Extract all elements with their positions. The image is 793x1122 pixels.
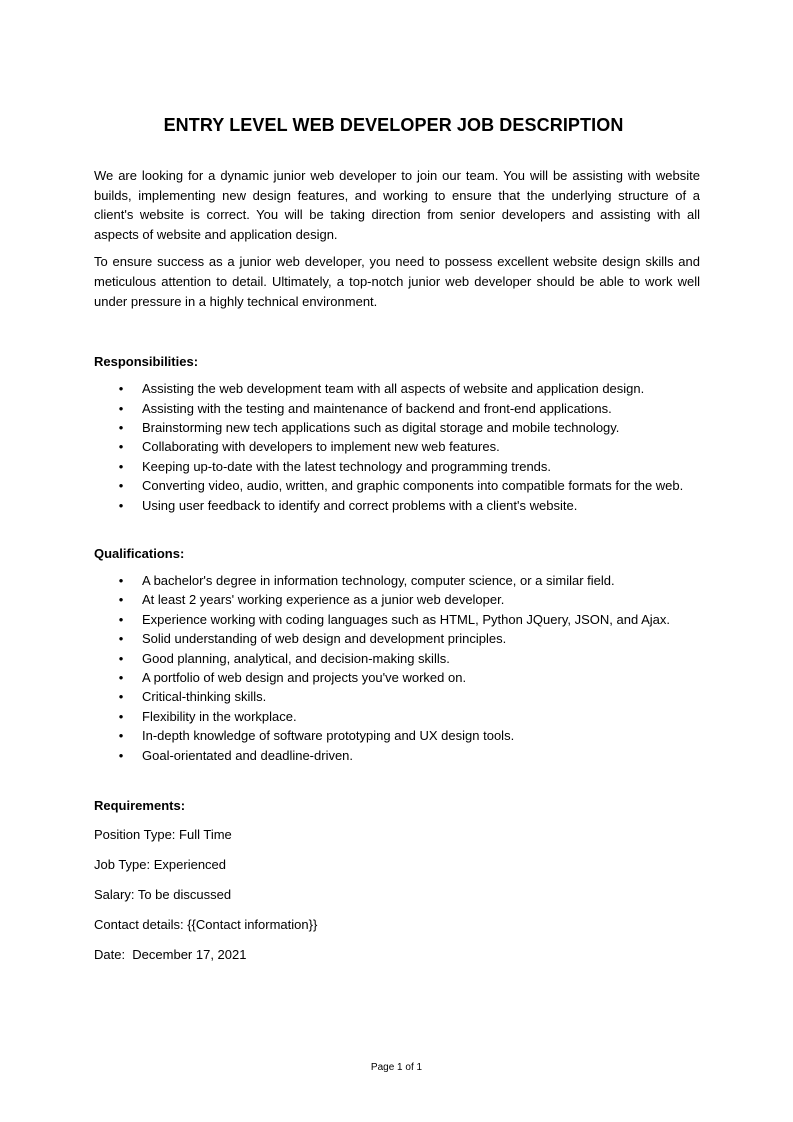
list-item-text: Using user feedback to identify and correct problems with a client's website.: [142, 497, 578, 513]
list-item: [94, 418, 700, 437]
list-item: [94, 746, 700, 765]
list-item-text: Critical-thinking skills.: [142, 689, 267, 705]
bullet-icon: •: [118, 592, 124, 608]
list-item: [94, 629, 700, 648]
list-item: [94, 476, 700, 495]
list-item-text: Solid understanding of web design and development principles.: [142, 631, 507, 647]
bullet-icon: •: [118, 631, 124, 647]
bullet-icon: •: [118, 708, 124, 724]
qualifications-list: [94, 571, 700, 765]
bullet-icon: •: [118, 381, 124, 397]
list-item-text: Flexibility in the workplace.: [142, 708, 297, 724]
list-item: [94, 590, 700, 609]
intro-paragraph: To ensure success as a junior web developer, you need to possess excellent website design skills and meticulous attention to detail. Ultimately, a top-notch junior web developer should be able to work well under pressure in a highly technical environment.: [94, 254, 700, 309]
bullet-icon: •: [118, 573, 124, 588]
list-item: [94, 399, 700, 418]
list-item-text: Goal-orientated and deadline-driven.: [142, 747, 354, 763]
responsibilities-heading: Responsibilities:: [94, 354, 199, 370]
bullet-icon: •: [118, 497, 124, 513]
list-item-text: Good planning, analytical, and decision-making skills.: [142, 650, 450, 666]
list-item-text: Assisting with the testing and maintenance of backend and front-end applications.: [142, 400, 612, 416]
document-body: [94, 166, 700, 965]
bullet-icon: •: [118, 747, 124, 763]
list-item-text: Keeping up-to-date with the latest technology and programming trends.: [142, 458, 552, 474]
list-item-text: Collaborating with developers to implement new web features.: [142, 439, 500, 455]
document-title: ENTRY LEVEL WEB DEVELOPER JOB DESCRIPTION: [163, 115, 624, 135]
bullet-icon: •: [118, 458, 124, 474]
requirements-heading: Requirements:: [94, 798, 186, 814]
list-item: [94, 649, 700, 668]
list-item-text: A bachelor's degree in information technology, computer science, or a similar field.: [142, 573, 615, 588]
bullet-icon: •: [118, 478, 124, 494]
list-item: [94, 437, 700, 456]
bullet-icon: •: [118, 689, 124, 705]
list-item: [94, 726, 700, 745]
list-item: [94, 457, 700, 476]
list-item: [94, 707, 700, 726]
list-item-text: Converting video, audio, written, and graphic components into compatible formats for the web.: [142, 478, 684, 494]
list-item: [94, 379, 700, 398]
date: Date: December 17, 2021: [94, 947, 247, 963]
contact-details: Contact details: {{Contact information}}: [94, 917, 318, 933]
bullet-icon: •: [118, 611, 124, 627]
bullet-icon: •: [118, 650, 124, 666]
list-item: [94, 687, 700, 706]
job-type: Job Type: Experienced: [94, 857, 227, 873]
list-item-text: Experience working with coding languages such as HTML, Python JQuery, JSON, and Ajax.: [142, 611, 670, 627]
list-item: [94, 571, 700, 590]
bullet-icon: •: [118, 419, 124, 435]
list-item-text: A portfolio of web design and projects you've worked on.: [142, 670, 467, 686]
bullet-icon: •: [118, 728, 124, 744]
intro-paragraph: We are looking for a dynamic junior web developer to join our team. You will be assisting with website builds, implementing new design features, and working to ensure that the underlying structure of a client's website is correct. You will be taking direction from senior developers and assisting with all aspects of website and application design.: [94, 168, 700, 242]
page-footer: Page 1 of 1: [370, 1062, 423, 1073]
list-item: [94, 668, 700, 687]
salary: Salary: To be discussed: [94, 887, 232, 903]
list-item-text: In-depth knowledge of software prototyping and UX design tools.: [142, 728, 515, 744]
list-item-text: At least 2 years' working experience as a junior web developer.: [142, 592, 505, 608]
list-item: [94, 610, 700, 629]
bullet-icon: •: [118, 400, 124, 416]
qualifications-heading: Qualifications:: [94, 546, 185, 561]
list-item: [94, 496, 700, 515]
list-item-text: Assisting the web development team with all aspects of website and application design.: [142, 381, 645, 397]
responsibilities-list: [94, 379, 700, 515]
bullet-icon: •: [118, 439, 124, 455]
bullet-icon: •: [118, 670, 124, 686]
requirements-list: [94, 825, 700, 965]
list-item-text: Brainstorming new tech applications such as digital storage and mobile technology.: [142, 419, 620, 435]
position-type: Position Type: Full Time: [94, 827, 232, 843]
